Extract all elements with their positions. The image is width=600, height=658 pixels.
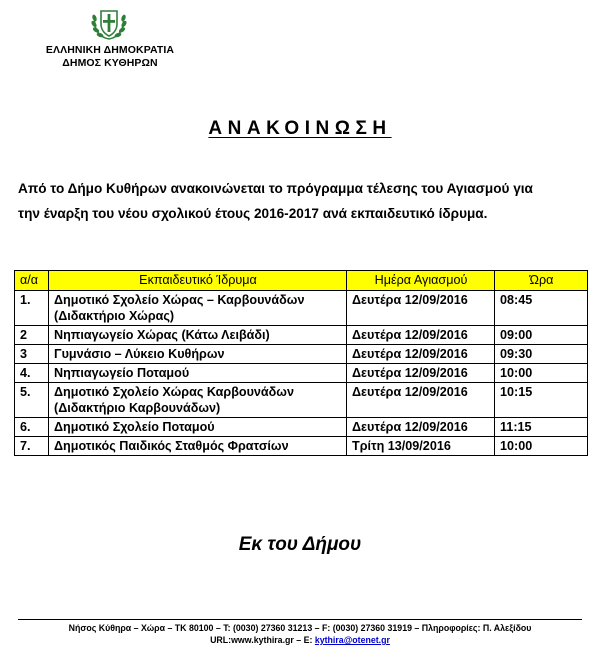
table-row	[15, 437, 588, 456]
row-date: Δευτέρα 12/09/2016	[347, 364, 495, 383]
institution-line-2: (Διδακτήριο Χώρας)	[54, 309, 175, 323]
page-title-text: ΑΝΑΚΟΙΝΩΣΗ	[208, 118, 392, 139]
org-name-line: ΕΛΛΗΝΙΚΗ ΔΗΜΟΚΡΑΤΙΑ	[45, 44, 175, 56]
row-num: 5.	[15, 383, 49, 418]
schedule-table	[14, 270, 588, 456]
header-time: Ώρα	[495, 271, 588, 291]
header-num: α/α	[15, 271, 49, 291]
institution-line-1: Δημοτικό Σχολείο Χώρας Καρβουνάδων	[54, 385, 294, 399]
footer-web-line	[0, 634, 600, 646]
footer-divider	[18, 619, 582, 620]
header-institution: Εκπαιδευτικό Ίδρυμα	[49, 271, 347, 291]
intro-line-1: Από το Δήμο Κυθήρων ανακοινώνεται το πρόγραμμα τέλεσης του Αγιασμού για	[18, 181, 533, 196]
coat-of-arms-icon	[88, 6, 130, 42]
intro-line-2: την έναρξη του νέου σχολικού έτους 2016-2017 ανά εκπαιδευτικό ίδρυμα.	[18, 206, 488, 221]
row-num: 3	[15, 345, 49, 364]
footer-url[interactable]: URL:www.kythira.gr – E:	[210, 635, 315, 645]
row-institution: Νηπιαγωγείο Ποταμού	[49, 364, 347, 383]
footer-email-link[interactable]: kythira@otenet.gr	[314, 635, 390, 645]
row-time: 09:30	[495, 345, 588, 364]
table-row	[15, 291, 588, 326]
table-row	[15, 418, 588, 437]
row-time: 09:00	[495, 326, 588, 345]
page-title	[0, 118, 600, 140]
row-institution: Νηπιαγωγείο Χώρας (Κάτω Λειβάδι)	[49, 326, 347, 345]
row-time: 10:00	[495, 437, 588, 456]
table-header-row	[15, 271, 588, 291]
row-time: 10:00	[495, 364, 588, 383]
signature: Εκ του Δήμου	[238, 534, 362, 555]
row-num: 6.	[15, 418, 49, 437]
row-time: 10:15	[495, 383, 588, 418]
row-time: 11:15	[495, 418, 588, 437]
table-row	[15, 383, 588, 418]
header-organization	[45, 44, 175, 70]
row-num: 2	[15, 326, 49, 345]
row-date: Δευτέρα 12/09/2016	[347, 291, 495, 326]
table-row	[15, 345, 588, 364]
row-date: Δευτέρα 12/09/2016	[347, 326, 495, 345]
row-institution: Δημοτικό Σχολείο Ποταμού	[49, 418, 347, 437]
row-num: 7.	[15, 437, 49, 456]
row-institution	[49, 383, 347, 418]
row-time: 08:45	[495, 291, 588, 326]
institution-line-1: Δημοτικό Σχολείο Χώρας – Καρβουνάδων	[54, 293, 305, 307]
institution-line-2: (Διδακτήριο Καρβουνάδων)	[54, 401, 221, 415]
footer-contact-line: Νήσος Κύθηρα – Χώρα – ΤΚ 80100 – Τ: (0030) 27360 31213 – F: (0030) 27360 31919 – Πληροφορίες: Π. Αλεξίδου	[68, 623, 532, 633]
footer	[0, 622, 600, 646]
row-date: Δευτέρα 12/09/2016	[347, 418, 495, 437]
row-date: Δευτέρα 12/09/2016	[347, 345, 495, 364]
table-row	[15, 326, 588, 345]
row-date: Τρίτη 13/09/2016	[347, 437, 495, 456]
row-institution: Γυμνάσιο – Λύκειο Κυθήρων	[49, 345, 347, 364]
row-date: Δευτέρα 12/09/2016	[347, 383, 495, 418]
intro-paragraph	[18, 176, 588, 226]
row-institution	[49, 291, 347, 326]
header-date: Ημέρα Αγιασμού	[347, 271, 495, 291]
municipality-name-line: ΔΗΜΟΣ ΚΥΘΗΡΩΝ	[62, 57, 158, 69]
row-num: 4.	[15, 364, 49, 383]
table-row	[15, 364, 588, 383]
row-institution: Δημοτικός Παιδικός Σταθμός Φρατσίων	[49, 437, 347, 456]
row-num: 1.	[15, 291, 49, 326]
